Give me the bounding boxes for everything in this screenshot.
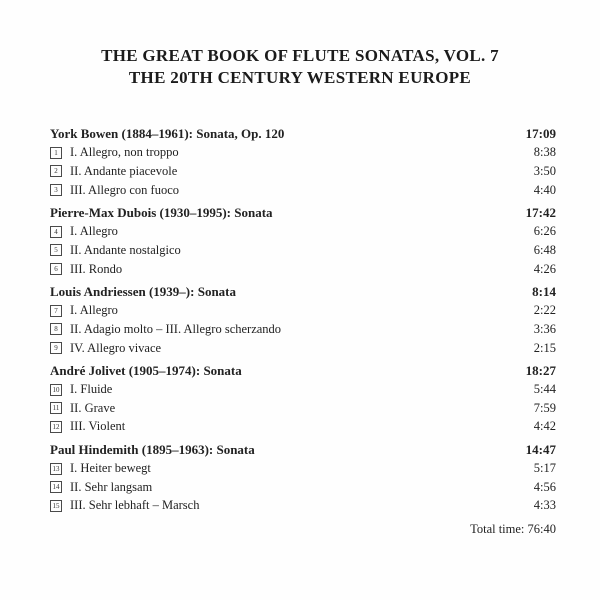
composer-name: York Bowen (1884–1961): Sonata, Op. 120 <box>50 126 285 142</box>
track-number-badge: 8 <box>50 323 62 335</box>
section-duration: 17:09 <box>525 126 556 142</box>
track-duration: 5:44 <box>533 382 556 397</box>
track-row <box>50 260 556 279</box>
album-title-line2: THE 20TH CENTURY WESTERN EUROPE <box>128 68 472 87</box>
track-row <box>50 381 556 400</box>
track-duration: 2:22 <box>533 303 556 318</box>
track-duration: 4:26 <box>533 261 556 276</box>
track-title: I. Heiter bewegt <box>70 461 151 476</box>
track-number-badge: 4 <box>50 226 62 238</box>
track-title: III. Allegro con fuoco <box>70 182 179 197</box>
composer-name: André Jolivet (1905–1974): Sonata <box>50 363 242 379</box>
track-title: I. Allegro, non troppo <box>70 145 179 160</box>
track-row <box>50 418 556 437</box>
track-title: III. Sehr lebhaft – Marsch <box>70 498 200 513</box>
track-row <box>50 478 556 497</box>
track-number-badge: 12 <box>50 421 62 433</box>
section-duration: 8:14 <box>532 284 556 300</box>
track-duration: 3:50 <box>533 163 556 178</box>
composer-header <box>50 125 556 144</box>
track-row <box>50 302 556 321</box>
track-duration: 4:40 <box>533 182 556 197</box>
track-row <box>50 181 556 200</box>
track-number-badge: 1 <box>50 147 62 159</box>
section-duration: 17:42 <box>525 205 556 221</box>
track-duration: 4:42 <box>533 419 556 434</box>
track-number-badge: 15 <box>50 500 62 512</box>
track-row <box>50 320 556 339</box>
track-title: II. Andante nostalgico <box>70 242 181 257</box>
track-title: III. Violent <box>70 419 126 434</box>
track-number-badge: 10 <box>50 384 62 396</box>
album-title-line1: THE GREAT BOOK OF FLUTE SONATAS, VOL. 7 <box>101 46 499 65</box>
track-duration: 4:56 <box>533 479 556 494</box>
composer-header <box>50 204 556 223</box>
track-title: I. Fluide <box>70 382 113 397</box>
track-duration: 2:15 <box>533 340 556 355</box>
composer-name: Pierre-Max Dubois (1930–1995): Sonata <box>50 205 273 221</box>
track-number-badge: 13 <box>50 463 62 475</box>
track-title: I. Allegro <box>70 303 118 318</box>
track-title: III. Rondo <box>70 261 123 276</box>
track-row <box>50 339 556 358</box>
track-duration: 5:17 <box>533 461 556 476</box>
track-number-badge: 2 <box>50 165 62 177</box>
track-duration: 6:26 <box>533 224 556 239</box>
track-duration: 4:33 <box>533 498 556 513</box>
track-row <box>50 223 556 242</box>
section-duration: 14:47 <box>525 442 556 458</box>
section-duration: 18:27 <box>525 363 556 379</box>
track-title: II. Andante piacevole <box>70 163 178 178</box>
track-row <box>50 459 556 478</box>
track-number-badge: 6 <box>50 263 62 275</box>
track-number-badge: 3 <box>50 184 62 196</box>
track-title: IV. Allegro vivace <box>70 340 162 355</box>
track-number-badge: 14 <box>50 481 62 493</box>
total-time: Total time: 76:40 <box>470 522 556 537</box>
composer-header <box>50 362 556 381</box>
track-title: II. Grave <box>70 400 116 415</box>
track-number-badge: 7 <box>50 305 62 317</box>
track-duration: 6:48 <box>533 242 556 257</box>
track-row <box>50 144 556 163</box>
track-title: I. Allegro <box>70 224 118 239</box>
track-row <box>50 399 556 418</box>
composer-name: Louis Andriessen (1939–): Sonata <box>50 284 236 300</box>
track-title: II. Sehr langsam <box>70 479 153 494</box>
album-title <box>0 0 600 89</box>
track-number-badge: 9 <box>50 342 62 354</box>
track-duration: 8:38 <box>533 145 556 160</box>
track-title: II. Adagio molto – III. Allegro scherzando <box>70 321 282 336</box>
composer-name: Paul Hindemith (1895–1963): Sonata <box>50 442 255 458</box>
track-number-badge: 11 <box>50 402 62 414</box>
composer-header <box>50 441 556 460</box>
composer-header <box>50 283 556 302</box>
track-row <box>50 241 556 260</box>
tracklist <box>50 125 556 537</box>
track-number-badge: 5 <box>50 244 62 256</box>
track-duration: 3:36 <box>533 321 556 336</box>
track-row <box>50 497 556 516</box>
track-duration: 7:59 <box>533 400 556 415</box>
track-row <box>50 162 556 181</box>
